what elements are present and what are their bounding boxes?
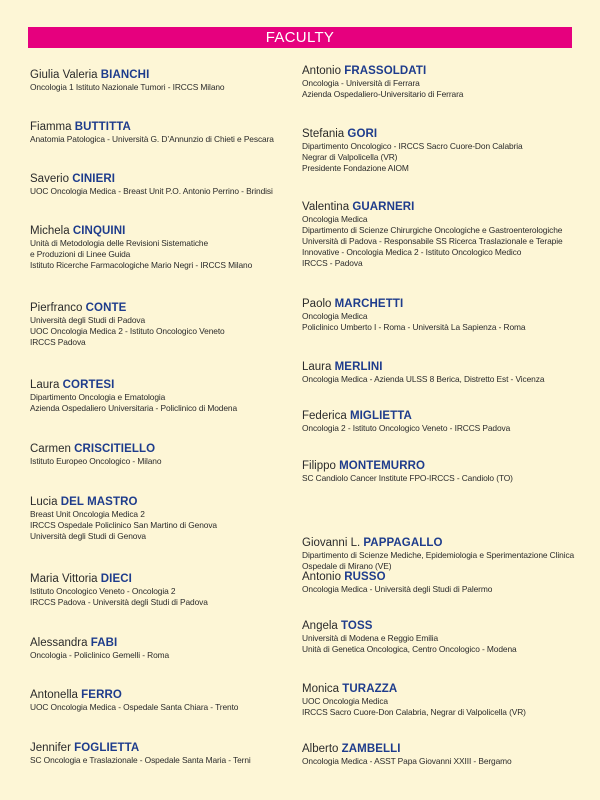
first-name: Filippo bbox=[302, 460, 336, 472]
faculty-name bbox=[302, 127, 592, 141]
surname: CRISCITIELLO bbox=[74, 443, 156, 455]
faculty-entry bbox=[30, 688, 295, 713]
affiliation-line: UOC Oncologia Medica bbox=[302, 696, 388, 706]
faculty-entry bbox=[30, 301, 295, 348]
affiliation-line: Oncologia 2 - Istituto Oncologico Veneto - IRCCS Padova bbox=[302, 423, 511, 433]
affiliation-line: Università degli Studi di Padova bbox=[30, 315, 146, 325]
first-name: Alessandra bbox=[30, 637, 88, 649]
faculty-name bbox=[30, 442, 295, 456]
first-name: Stefania bbox=[302, 128, 345, 140]
faculty-name bbox=[302, 682, 592, 696]
first-name: Saverio bbox=[30, 173, 69, 185]
affiliation-line: Negrar di Valpolicella (VR) bbox=[302, 152, 398, 162]
faculty-name bbox=[30, 301, 295, 315]
faculty-entry bbox=[30, 442, 295, 467]
surname: MARCHETTI bbox=[334, 298, 404, 310]
surname: BIANCHI bbox=[100, 69, 150, 81]
affiliation-line: Oncologia Medica - Università degli Studi di Palermo bbox=[302, 584, 493, 594]
faculty-name bbox=[302, 64, 592, 78]
affiliation-line: IRCCS Sacro Cuore-Don Calabria, Negrar di Valpolicella (VR) bbox=[302, 707, 526, 717]
faculty-entry bbox=[30, 495, 295, 542]
affiliation-line: Dipartimento Oncologia e Ematologia bbox=[30, 392, 166, 402]
faculty-entry bbox=[302, 200, 592, 269]
faculty-entry bbox=[302, 536, 592, 572]
affiliation-line: Presidente Fondazione AIOM bbox=[302, 163, 409, 173]
faculty-entry bbox=[30, 636, 295, 661]
faculty-name bbox=[30, 224, 295, 238]
affiliation-line: IRCCS Padova bbox=[30, 337, 86, 347]
affiliation-line: Università di Padova - Responsabile SS Ricerca Traslazionale e Terapie bbox=[302, 236, 563, 246]
faculty-name bbox=[302, 409, 592, 423]
affiliation-line: Dipartimento Oncologico - IRCCS Sacro Cuore-Don Calabria bbox=[302, 141, 523, 151]
surname: FABI bbox=[90, 637, 118, 649]
first-name: Lucia bbox=[30, 496, 58, 508]
affiliation-line: IRCCS - Padova bbox=[302, 258, 363, 268]
faculty-name bbox=[302, 619, 592, 633]
affiliation-line: Oncologia Medica bbox=[302, 214, 368, 224]
affiliation-line: Anatomia Patologica - Università G. D’Annunzio di Chieti e Pescara bbox=[30, 134, 274, 144]
surname: PAPPAGALLO bbox=[363, 537, 443, 549]
affiliation-line: UOC Oncologia Medica - Breast Unit P.O. Antonio Perrino - Brindisi bbox=[30, 186, 273, 196]
surname: GUARNERI bbox=[352, 201, 415, 213]
faculty-entry bbox=[302, 570, 592, 595]
first-name: Laura bbox=[30, 379, 60, 391]
faculty-name bbox=[30, 741, 295, 755]
faculty-entry bbox=[302, 619, 592, 655]
surname: DIECI bbox=[100, 573, 132, 585]
faculty-name bbox=[302, 536, 592, 550]
first-name: Laura bbox=[302, 361, 332, 373]
affiliation-line: Policlinico Umberto I - Roma - Università La Sapienza - Roma bbox=[302, 322, 526, 332]
affiliation-line: IRCCS Ospedale Policlinico San Martino di Genova bbox=[30, 520, 217, 530]
surname: GORI bbox=[347, 128, 378, 140]
surname: RUSSO bbox=[344, 571, 386, 583]
faculty-name bbox=[30, 68, 295, 82]
first-name: Giovanni L. bbox=[302, 537, 361, 549]
faculty-name bbox=[30, 172, 295, 186]
faculty-entry bbox=[30, 572, 295, 608]
surname: TURAZZA bbox=[342, 683, 398, 695]
surname: CINIERI bbox=[72, 173, 116, 185]
first-name: Valentina bbox=[302, 201, 350, 213]
affiliation-line: Oncologia Medica bbox=[302, 311, 368, 321]
surname: FOGLIETTA bbox=[74, 742, 140, 754]
faculty-entry bbox=[302, 127, 592, 174]
affiliation-line: Innovative - Oncologia Medica 2 - Istituto Oncologico Medico bbox=[302, 247, 522, 257]
faculty-name bbox=[302, 200, 592, 214]
first-name: Maria Vittoria bbox=[30, 573, 98, 585]
faculty-entry bbox=[30, 224, 295, 271]
first-name: Carmen bbox=[30, 443, 71, 455]
first-name: Antonio bbox=[302, 571, 342, 583]
first-name: Pierfranco bbox=[30, 302, 83, 314]
surname: CONTE bbox=[85, 302, 127, 314]
affiliation-line: Oncologia - Università di Ferrara bbox=[302, 78, 420, 88]
affiliation-line: Oncologia Medica - ASST Papa Giovanni XXIII - Bergamo bbox=[302, 756, 512, 766]
surname: FRASSOLDATI bbox=[344, 65, 427, 77]
affiliation-line: Istituto Ricerche Farmacologiche Mario Negri - IRCCS Milano bbox=[30, 260, 253, 270]
faculty-entry bbox=[302, 360, 592, 385]
faculty-name bbox=[30, 378, 295, 392]
affiliation-line: SC Candiolo Cancer Institute FPO-IRCCS - Candiolo (TO) bbox=[302, 473, 513, 483]
surname: BUTTITTA bbox=[74, 121, 131, 133]
affiliation-line: UOC Oncologia Medica - Ospedale Santa Chiara - Trento bbox=[30, 702, 239, 712]
affiliation-line: Unità di Metodologia delle Revisioni Sistematiche bbox=[30, 238, 209, 248]
faculty-entry bbox=[302, 297, 592, 333]
faculty-name bbox=[302, 570, 592, 584]
first-name: Michela bbox=[30, 225, 70, 237]
first-name: Alberto bbox=[302, 743, 339, 755]
affiliation-line: Istituto Europeo Oncologico - Milano bbox=[30, 456, 162, 466]
affiliation-line: Ospedale di Mirano (VE) bbox=[302, 561, 392, 571]
faculty-entry bbox=[30, 378, 295, 414]
faculty-name bbox=[302, 297, 592, 311]
first-name: Giulia Valeria bbox=[30, 69, 98, 81]
first-name: Monica bbox=[302, 683, 340, 695]
first-name: Angela bbox=[302, 620, 338, 632]
affiliation-line: IRCCS Padova - Università degli Studi di Padova bbox=[30, 597, 208, 607]
first-name: Antonella bbox=[30, 689, 78, 701]
first-name: Fiamma bbox=[30, 121, 72, 133]
surname: TOSS bbox=[341, 620, 373, 632]
faculty-entry bbox=[30, 68, 295, 93]
affiliation-line: Università di Modena e Reggio Emilia bbox=[302, 633, 439, 643]
affiliation-line: Azienda Ospedaliero Universitaria - Policlinico di Modena bbox=[30, 403, 238, 413]
faculty-name bbox=[30, 636, 295, 650]
affiliation-line: SC Oncologia e Traslazionale - Ospedale Santa Maria - Terni bbox=[30, 755, 251, 765]
surname: FERRO bbox=[81, 689, 122, 701]
faculty-entry bbox=[302, 682, 592, 718]
faculty-name bbox=[30, 495, 295, 509]
affiliation-line: UOC Oncologia Medica 2 - Istituto Oncologico Veneto bbox=[30, 326, 225, 336]
faculty-name bbox=[302, 459, 592, 473]
faculty-entry bbox=[302, 409, 592, 434]
first-name: Federica bbox=[302, 410, 347, 422]
faculty-name bbox=[302, 742, 592, 756]
affiliation-line: Oncologia - Policlinico Gemelli - Roma bbox=[30, 650, 170, 660]
surname: MIGLIETTA bbox=[349, 410, 412, 422]
first-name: Antonio bbox=[302, 65, 342, 77]
affiliation-line: e Produzioni di Linee Guida bbox=[30, 249, 131, 259]
affiliation-line: Università degli Studi di Genova bbox=[30, 531, 146, 541]
affiliation-line: Breast Unit Oncologia Medica 2 bbox=[30, 509, 145, 519]
faculty-header: FACULTY bbox=[28, 27, 572, 48]
first-name: Jennifer bbox=[30, 742, 71, 754]
affiliation-line: Unità di Genetica Oncologica, Centro Oncologico - Modena bbox=[302, 644, 517, 654]
surname: CINQUINI bbox=[72, 225, 126, 237]
faculty-name bbox=[30, 572, 295, 586]
affiliation-line: Dipartimento di Scienze Mediche, Epidemiologia e Sperimentazione Clinica bbox=[302, 550, 575, 560]
affiliation-line: Azienda Ospedaliero-Universitario di Ferrara bbox=[302, 89, 464, 99]
surname: MERLINI bbox=[334, 361, 383, 373]
affiliation-line: Istituto Oncologico Veneto - Oncologia 2 bbox=[30, 586, 176, 596]
faculty-entry bbox=[302, 459, 592, 484]
faculty-entry bbox=[30, 741, 295, 766]
surname: MONTEMURRO bbox=[339, 460, 426, 472]
faculty-name bbox=[30, 688, 295, 702]
first-name: Paolo bbox=[302, 298, 332, 310]
affiliation-line: Oncologia Medica - Azienda ULSS 8 Berica, Distretto Est - Vicenza bbox=[302, 374, 545, 384]
faculty-entry bbox=[302, 742, 592, 767]
surname: CORTESI bbox=[62, 379, 115, 391]
affiliation-line: Oncologia 1 Istituto Nazionale Tumori - IRCCS Milano bbox=[30, 82, 225, 92]
faculty-entry bbox=[30, 172, 295, 197]
faculty-name bbox=[302, 360, 592, 374]
faculty-entry bbox=[302, 64, 592, 100]
surname: ZAMBELLI bbox=[341, 743, 401, 755]
faculty-entry bbox=[30, 120, 295, 145]
surname: DEL MASTRO bbox=[60, 496, 138, 508]
faculty-name bbox=[30, 120, 295, 134]
affiliation-line: Dipartimento di Scienze Chirurgiche Oncologiche e Gastroenterologiche bbox=[302, 225, 563, 235]
